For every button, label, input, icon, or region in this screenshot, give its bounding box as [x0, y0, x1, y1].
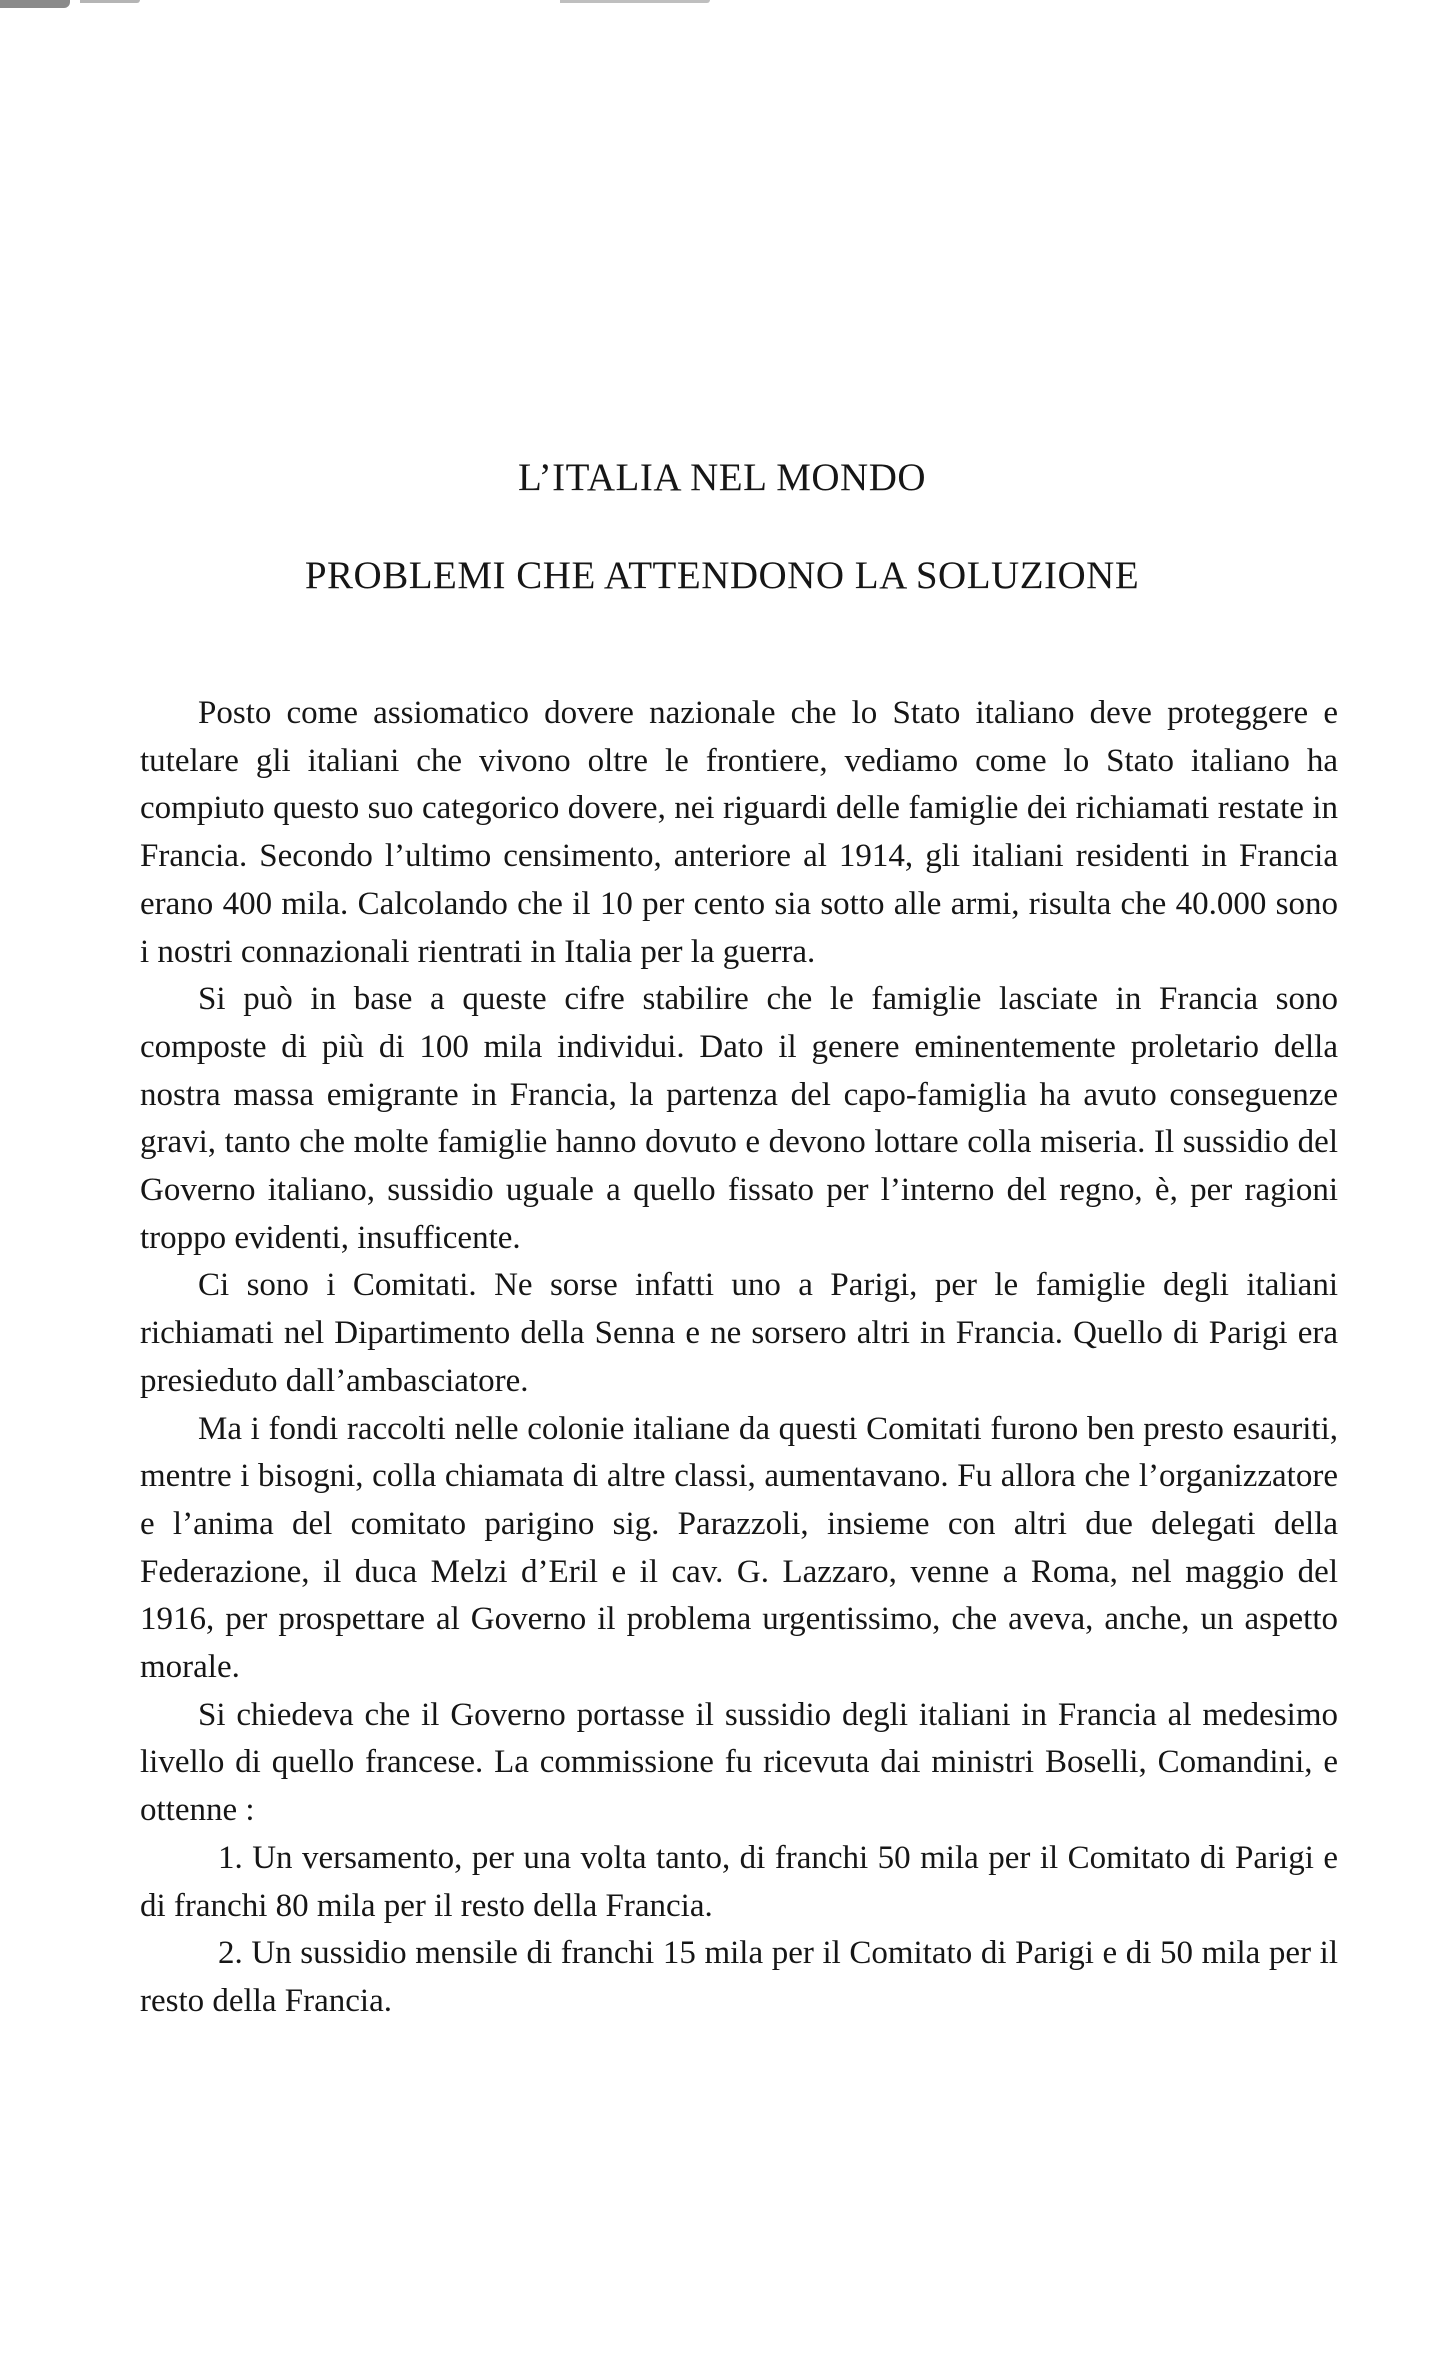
paragraph: Posto come assiomatico dovere nazionale che lo Stato italiano deve proteggere e tutelare gli italiani che vivono oltre le frontiere, vediamo come lo Stato italiano ha compiuto questo suo categorico dovere, nei riguardi delle famiglie dei richiamati restate in Francia. Secondo l’ultimo censimento, anteriore al 1914, gli italiani residenti in Francia erano 400 mila. Calcolando che il 10 per cento sia sotto alle armi, risulta che 40.000 sono i nostri connazionali rientrati in Italia per la guerra.	[140, 695, 1338, 970]
section-title: L’ITALIA NEL MONDO	[517, 456, 927, 499]
paragraph: Ci sono i Comitati. Ne sorse infatti uno a Parigi, per le famiglie degli italiani richiamati nel Dipartimento della Senna e ne sorsero altri in Francia. Quello di Parigi era presieduto dall’ambasciatore.	[140, 1267, 1338, 1399]
paragraph: Si può in base a queste cifre stabilire che le famiglie lasciate in Francia sono composte di più di 100 mila individui. Dato il genere eminentemente proletario della nostra massa emigrante in Francia, la partenza del capo-famiglia ha avuto conseguenze gravi, tanto che molte famiglie hanno dovuto e devono lottare colla miseria. Il sussidio del Governo italiano, sussidio uguale a quello fissato per l’interno del regno, è, per ragioni troppo evidenti, insufficente.	[140, 981, 1338, 1256]
list-item: 2. Un sussidio mensile di franchi 15 mila per il Comitato di Parigi e di 50 mila per il resto della Francia.	[140, 1935, 1338, 2019]
paragraph: Ma i fondi raccolti nelle colonie italiane da questi Comitati furono ben presto esauriti, mentre i bisogni, colla chiamata di altre classi, aumentavano. Fu allora che l’organizzatore e l’anima del comitato parigino sig. Parazzoli, insieme con altri due delegati della Federazione, il duca Melzi d’Eril e il cav. G. Lazzaro, venne a Roma, nel maggio del 1916, per prospettare al Governo il problema urgentissimo, che aveva, anche, un aspetto morale.	[140, 1410, 1338, 1686]
paragraph: Si chiedeva che il Governo portasse il sussidio degli italiani in Francia al medesimo livello di quello francese. La commissione fu ricevuta dai ministri Boselli, Comandini, e ottenne :	[140, 1696, 1338, 1829]
article-title: PROBLEMI CHE ATTENDONO LA SOLUZIONE	[304, 554, 1140, 597]
scan-artifact	[560, 0, 710, 3]
scan-artifact	[80, 0, 140, 3]
article-body	[140, 690, 1338, 2026]
list-item: 1. Un versamento, per una volta tanto, di franchi 50 mila per il Comitato di Parigi e di franchi 80 mila per il resto della Francia.	[140, 1839, 1338, 1924]
scan-artifact	[0, 0, 70, 8]
